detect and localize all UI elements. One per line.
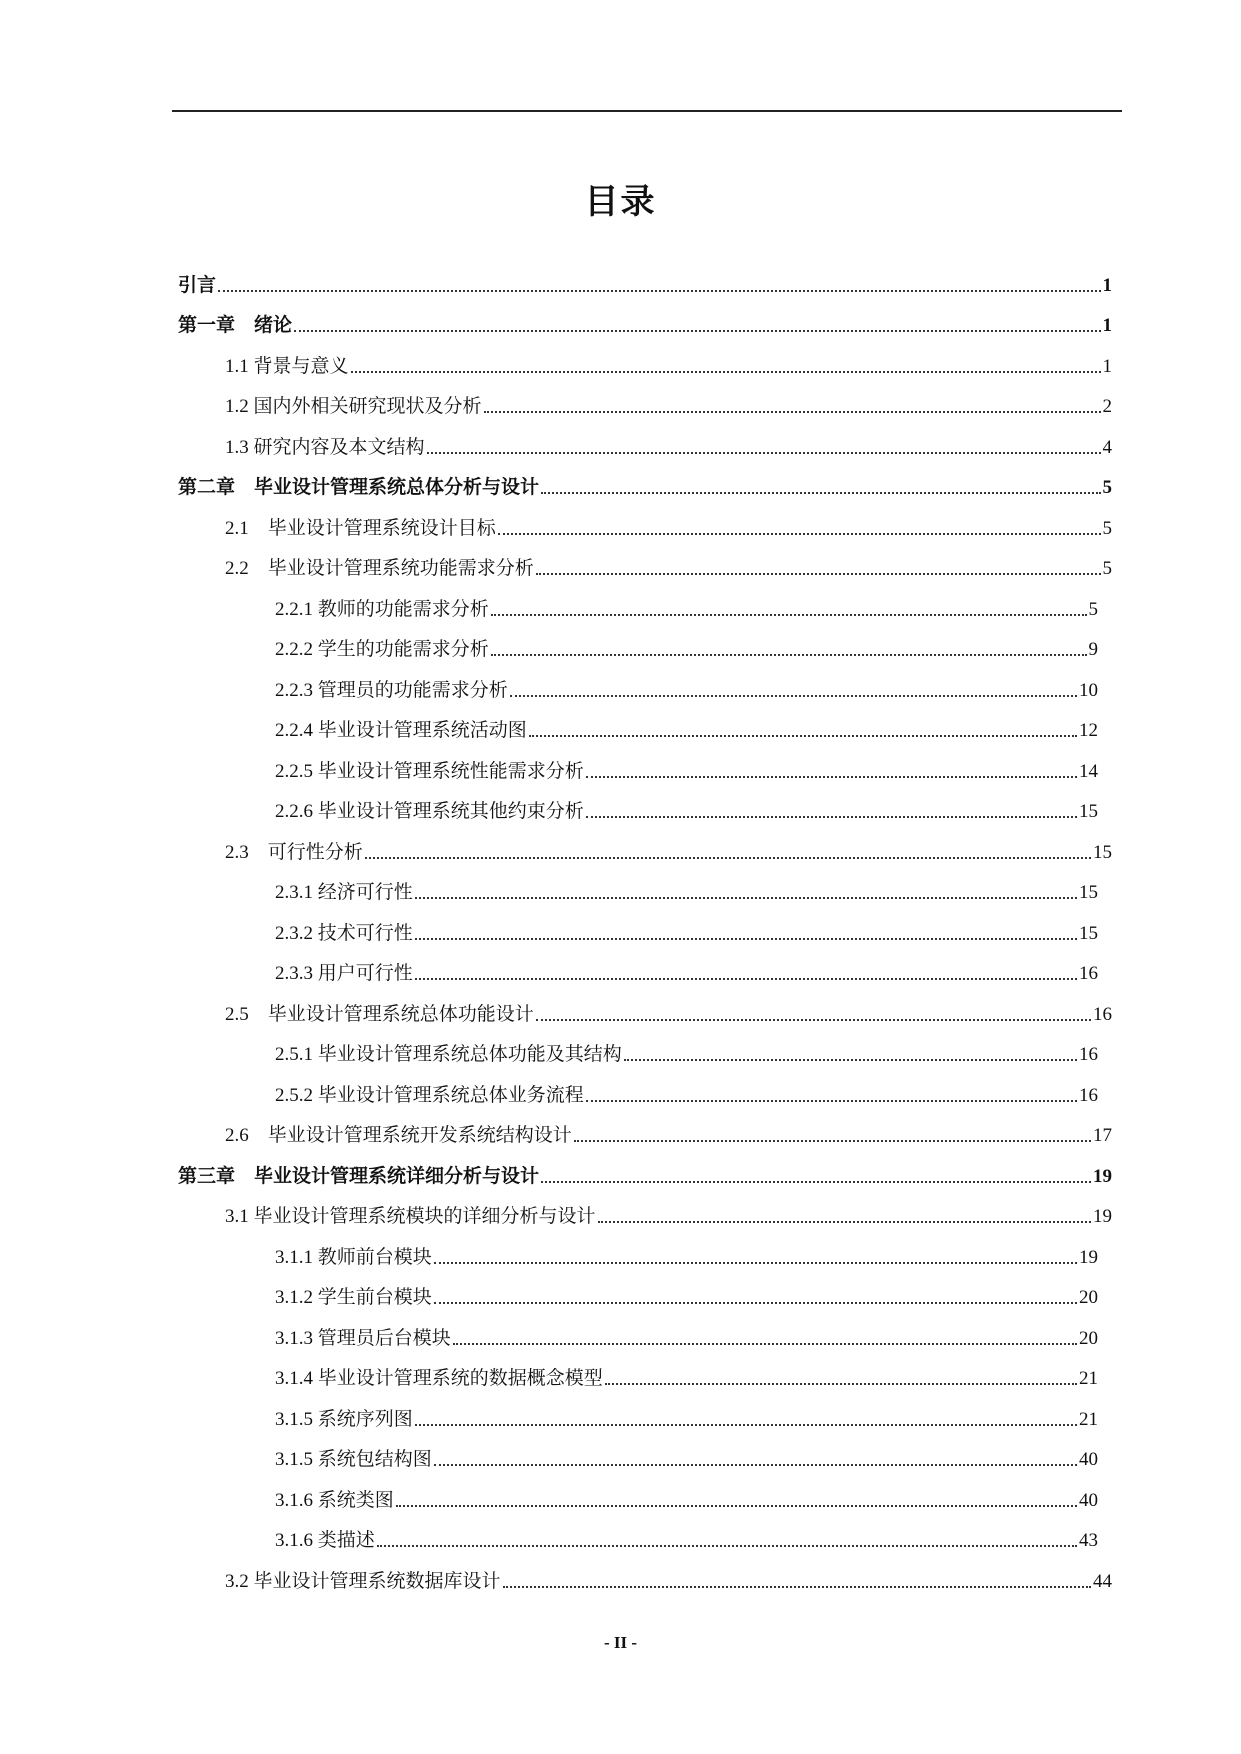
toc-entry[interactable] bbox=[0, 791, 1241, 832]
toc-entry-label: 3.1.2 学生前台模块 bbox=[275, 1287, 432, 1308]
toc-entry[interactable] bbox=[0, 710, 1241, 751]
toc-entry-label: 3.1.6 类描述 bbox=[275, 1530, 375, 1551]
dot-leader bbox=[351, 371, 1101, 373]
toc-entry-page-number: 16 bbox=[1079, 963, 1098, 984]
toc-entry-page-number: 19 bbox=[1093, 1165, 1112, 1187]
toc-entry-page-number: 20 bbox=[1079, 1327, 1098, 1349]
toc-entry-label: 1.1 背景与意义 bbox=[225, 355, 349, 377]
dot-leader bbox=[624, 1059, 1077, 1061]
toc-entry-page-number: 5 bbox=[1102, 477, 1112, 498]
toc-entry[interactable] bbox=[0, 1074, 1241, 1115]
toc-entry-label: 2.2.3 管理员的功能需求分析 bbox=[275, 679, 508, 701]
toc-entry-label: 2.2 毕业设计管理系统功能需求分析 bbox=[225, 558, 534, 579]
toc-entry[interactable] bbox=[0, 1358, 1241, 1399]
dot-leader bbox=[598, 1221, 1091, 1223]
toc-entry[interactable] bbox=[0, 548, 1241, 589]
dot-leader bbox=[434, 1464, 1077, 1466]
toc-entry-page-number: 20 bbox=[1079, 1287, 1098, 1308]
toc-entry-page-number: 19 bbox=[1079, 1246, 1098, 1268]
toc-entry-page-number: 9 bbox=[1088, 639, 1098, 660]
dot-leader bbox=[415, 897, 1077, 899]
toc-entry-label: 2.2.6 毕业设计管理系统其他约束分析 bbox=[275, 801, 584, 822]
toc-entry-page-number: 15 bbox=[1079, 922, 1098, 944]
toc-entry[interactable] bbox=[0, 1115, 1241, 1156]
toc-entry[interactable] bbox=[0, 1155, 1241, 1196]
dot-leader bbox=[377, 1545, 1077, 1547]
dot-leader bbox=[484, 411, 1101, 413]
toc-entry[interactable] bbox=[0, 1479, 1241, 1520]
toc-entry-page-number: 16 bbox=[1079, 1044, 1098, 1065]
toc-entry-page-number: 40 bbox=[1079, 1489, 1098, 1511]
toc-entry-page-number: 21 bbox=[1079, 1408, 1098, 1430]
toc-entry[interactable] bbox=[0, 305, 1241, 346]
toc-entry-label: 1.2 国内外相关研究现状及分析 bbox=[225, 396, 482, 417]
toc-entry-label: 3.1 毕业设计管理系统模块的详细分析与设计 bbox=[225, 1206, 596, 1227]
page-number-footer: - II - bbox=[603, 1633, 638, 1652]
toc-entry[interactable] bbox=[0, 669, 1241, 710]
toc-entry-page-number: 17 bbox=[1093, 1125, 1112, 1146]
toc-entry-page-number: 19 bbox=[1093, 1206, 1112, 1227]
dot-leader bbox=[541, 492, 1100, 494]
toc-entry-page-number: 15 bbox=[1079, 882, 1098, 903]
toc-entry[interactable] bbox=[0, 1034, 1241, 1075]
dot-leader bbox=[541, 1181, 1091, 1183]
toc-entry[interactable] bbox=[0, 426, 1241, 467]
toc-entry[interactable] bbox=[0, 1398, 1241, 1439]
dot-leader bbox=[586, 1100, 1077, 1102]
toc-entry-label: 第二章 毕业设计管理系统总体分析与设计 bbox=[178, 477, 540, 498]
toc-entry-label: 2.1 毕业设计管理系统设计目标 bbox=[225, 517, 496, 539]
toc-entry[interactable] bbox=[0, 1196, 1241, 1237]
dot-leader bbox=[294, 330, 1100, 332]
toc-entry-page-number: 15 bbox=[1093, 841, 1112, 863]
toc-entry[interactable] bbox=[0, 1236, 1241, 1277]
dot-leader bbox=[415, 978, 1077, 980]
dot-leader bbox=[536, 573, 1101, 575]
toc-entry-label: 第三章 毕业设计管理系统详细分析与设计 bbox=[178, 1165, 540, 1187]
toc-entry-page-number: 15 bbox=[1079, 801, 1098, 822]
toc-entry-label: 2.5.1 毕业设计管理系统总体功能及其结构 bbox=[275, 1044, 622, 1065]
toc-entry-label: 2.6 毕业设计管理系统开发系统结构设计 bbox=[225, 1125, 572, 1146]
toc-entry[interactable] bbox=[0, 1560, 1241, 1601]
toc-entry-label: 3.2 毕业设计管理系统数据库设计 bbox=[225, 1570, 501, 1592]
toc-entry[interactable] bbox=[0, 750, 1241, 791]
toc-entry[interactable] bbox=[0, 588, 1241, 629]
dot-leader bbox=[427, 452, 1101, 454]
dot-leader bbox=[586, 776, 1077, 778]
toc-entry-label: 3.1.5 系统序列图 bbox=[275, 1408, 413, 1430]
toc-entry-page-number: 1 bbox=[1102, 315, 1112, 336]
toc-entry[interactable] bbox=[0, 953, 1241, 994]
dot-leader bbox=[434, 1262, 1077, 1264]
toc-entry[interactable] bbox=[0, 386, 1241, 427]
toc-entry-page-number: 5 bbox=[1088, 598, 1098, 620]
dot-leader bbox=[503, 1586, 1091, 1588]
toc-entry[interactable] bbox=[0, 345, 1241, 386]
toc-entry-page-number: 43 bbox=[1079, 1530, 1098, 1551]
header-rule bbox=[172, 110, 1122, 112]
dot-leader bbox=[491, 614, 1087, 616]
toc-entry-label: 2.3 可行性分析 bbox=[225, 841, 363, 863]
toc-entry-label: 3.1.3 管理员后台模块 bbox=[275, 1327, 451, 1349]
toc-entry-page-number: 1 bbox=[1102, 274, 1112, 296]
toc-entry[interactable] bbox=[0, 1520, 1241, 1561]
toc-entry-label: 1.3 研究内容及本文结构 bbox=[225, 436, 425, 458]
dot-leader bbox=[574, 1140, 1091, 1142]
toc-entry-page-number: 21 bbox=[1079, 1368, 1098, 1389]
toc-entry-page-number: 16 bbox=[1093, 1003, 1112, 1025]
toc-entry-page-number: 1 bbox=[1102, 355, 1112, 377]
toc-entry-label: 2.3.1 经济可行性 bbox=[275, 882, 413, 903]
toc-entry-label: 2.5.2 毕业设计管理系统总体业务流程 bbox=[275, 1084, 584, 1106]
dot-leader bbox=[498, 533, 1101, 535]
toc-entry-page-number: 4 bbox=[1102, 436, 1112, 458]
toc-title: 目录 bbox=[584, 182, 657, 222]
toc-entry-label: 引言 bbox=[178, 274, 217, 296]
dot-leader bbox=[491, 654, 1087, 656]
dot-leader bbox=[605, 1383, 1077, 1385]
dot-leader bbox=[396, 1505, 1077, 1507]
dot-leader bbox=[510, 695, 1077, 697]
dot-leader bbox=[536, 1019, 1091, 1021]
toc-entry-page-number: 5 bbox=[1102, 517, 1112, 539]
dot-leader bbox=[218, 290, 1100, 292]
dot-leader bbox=[434, 1302, 1077, 1304]
toc-entry-label: 2.3.2 技术可行性 bbox=[275, 922, 413, 944]
toc-entry-page-number: 2 bbox=[1102, 396, 1112, 417]
dot-leader bbox=[365, 857, 1091, 859]
toc-entry-label: 3.1.1 教师前台模块 bbox=[275, 1246, 432, 1268]
toc-entry[interactable] bbox=[0, 872, 1241, 913]
toc-entry-label: 3.1.5 系统包结构图 bbox=[275, 1449, 432, 1470]
toc-entry-page-number: 12 bbox=[1079, 720, 1098, 741]
toc-entry-page-number: 44 bbox=[1093, 1570, 1112, 1592]
toc-entry-label: 2.3.3 用户可行性 bbox=[275, 963, 413, 984]
toc-entry-page-number: 14 bbox=[1079, 760, 1098, 782]
toc-entry[interactable] bbox=[0, 467, 1241, 508]
dot-leader bbox=[453, 1343, 1077, 1345]
toc-entry[interactable] bbox=[0, 264, 1241, 305]
dot-leader bbox=[529, 735, 1077, 737]
toc-entry-page-number: 40 bbox=[1079, 1449, 1098, 1470]
toc-entry-label: 2.2.2 学生的功能需求分析 bbox=[275, 639, 489, 660]
dot-leader bbox=[415, 1424, 1077, 1426]
toc-entry-label: 2.5 毕业设计管理系统总体功能设计 bbox=[225, 1003, 534, 1025]
toc-entry[interactable] bbox=[0, 993, 1241, 1034]
toc-entry[interactable] bbox=[0, 1277, 1241, 1318]
toc-entry[interactable] bbox=[0, 912, 1241, 953]
dot-leader bbox=[415, 938, 1077, 940]
toc-entry-page-number: 16 bbox=[1079, 1084, 1098, 1106]
toc-entry[interactable] bbox=[0, 1317, 1241, 1358]
toc-entry[interactable] bbox=[0, 831, 1241, 872]
toc-entry[interactable] bbox=[0, 1439, 1241, 1480]
toc-entry-label: 2.2.5 毕业设计管理系统性能需求分析 bbox=[275, 760, 584, 782]
toc-entry-label: 2.2.1 教师的功能需求分析 bbox=[275, 598, 489, 620]
toc-entry-label: 2.2.4 毕业设计管理系统活动图 bbox=[275, 720, 527, 741]
toc-list bbox=[0, 264, 1241, 1601]
toc-entry-page-number: 5 bbox=[1102, 558, 1112, 579]
toc-entry[interactable] bbox=[0, 629, 1241, 670]
toc-entry-label: 第一章 绪论 bbox=[178, 315, 293, 336]
toc-entry[interactable] bbox=[0, 507, 1241, 548]
dot-leader bbox=[586, 816, 1077, 818]
toc-entry-label: 3.1.6 系统类图 bbox=[275, 1489, 394, 1511]
toc-entry-page-number: 10 bbox=[1079, 679, 1098, 701]
toc-entry-label: 3.1.4 毕业设计管理系统的数据概念模型 bbox=[275, 1368, 603, 1389]
